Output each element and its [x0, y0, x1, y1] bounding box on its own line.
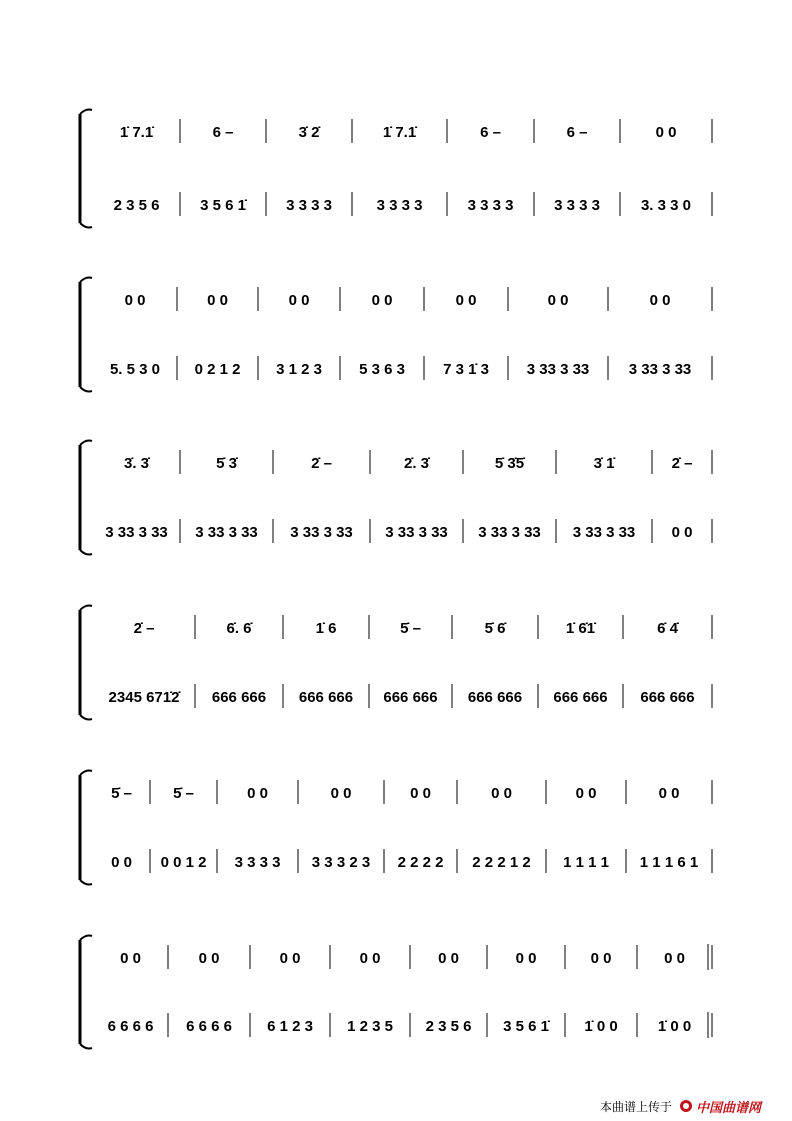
measure-top: 6̇ 4̇ — [657, 620, 678, 637]
measure-bottom: 6 6 6 6 — [107, 1018, 154, 1035]
measure-top: 0 0 — [655, 124, 677, 141]
measure-top: 0 0 — [279, 950, 301, 967]
measure-bottom: 0 0 — [111, 854, 132, 871]
measure-bottom: 6 1 2 3 — [267, 1018, 313, 1035]
measure-bottom: 2 2 2 2 — [397, 854, 444, 871]
measure-bottom: 3 3 3 3 — [554, 197, 600, 214]
measure-bottom: 2 2 2 1 2 — [472, 854, 531, 871]
measure-bottom: 3 3 3 2 3 — [311, 854, 371, 871]
measure-bottom: 0 0 1 2 — [160, 854, 207, 871]
measure-top: 1̇ 6̇1̇ — [565, 620, 596, 637]
measure-bottom: 666 666 — [298, 689, 354, 706]
measure-bottom: 1̇ 0 0 — [657, 1018, 692, 1035]
measure-top: 2̇. 3̇ — [403, 455, 430, 472]
measure-top: 5̇ 3̇5̇ — [494, 455, 525, 472]
measure-top: 1̇ 7.1̇ — [382, 124, 417, 141]
measure-bottom: 7 3 1̇ 3 — [443, 361, 489, 378]
measure-top: 0 0 — [658, 785, 680, 802]
measure-top: 0 0 — [207, 292, 228, 309]
measure-bottom: 3 33 3 33 — [385, 524, 448, 541]
measure-bottom: 3 3 3 3 — [286, 197, 332, 214]
bracket-top — [80, 606, 92, 611]
measure-top: 0 0 — [664, 950, 685, 967]
site-logo-icon — [680, 1100, 692, 1112]
bracket-bottom — [80, 550, 92, 555]
measure-bottom: 3 5 6 1̇ — [200, 197, 246, 214]
measure-top: 0 0 — [649, 292, 671, 309]
measure-bottom: 6 6 6 6 — [186, 1018, 232, 1035]
measure-bottom: 2345 671̇2̇ — [108, 689, 180, 706]
measure-top: 0 0 — [198, 950, 220, 967]
measure-bottom: 3 33 3 33 — [572, 524, 636, 541]
measure-top: 0 0 — [455, 292, 477, 309]
measure-top: 0 0 — [288, 292, 310, 309]
measure-bottom: 2 3 5 6 — [113, 197, 160, 214]
measure-top: 0 0 — [330, 785, 352, 802]
measure-top: 0 0 — [124, 292, 146, 309]
measure-top: 5̇ 6̇ — [484, 620, 506, 637]
measure-top: 5̇ – — [111, 785, 132, 802]
measure-top: 0 0 — [410, 785, 431, 802]
measure-top: 0 0 — [359, 950, 381, 967]
measure-bottom: 5 3 6 3 — [359, 361, 405, 378]
measure-top: 0 0 — [515, 950, 537, 967]
measure-bottom: 3 33 3 33 — [105, 524, 168, 541]
measure-top: 6 – — [480, 124, 501, 141]
bracket-bottom — [80, 223, 92, 228]
measure-top: 0 0 — [438, 950, 459, 967]
bracket-bottom — [80, 715, 92, 720]
measure-top: 0 0 — [590, 950, 612, 967]
measure-top: 5̇ – — [400, 620, 421, 637]
bracket-top — [80, 278, 92, 283]
measure-bottom: 666 666 — [553, 689, 608, 706]
measure-top: 6 – — [566, 124, 588, 141]
upload-credit: 本曲谱上传于 — [600, 1099, 673, 1114]
measure-top: 3̇ 2̇ — [298, 124, 320, 141]
bracket-top — [80, 441, 92, 446]
measure-top: 1̇ 6 — [315, 620, 337, 637]
measure-bottom: 666 666 — [467, 689, 523, 706]
measure-top: 0 0 — [247, 785, 268, 802]
measure-top: 6 – — [212, 124, 234, 141]
measure-bottom: 666 666 — [640, 689, 695, 706]
bracket-bottom — [80, 387, 92, 392]
measure-bottom: 3 5 6 1̇ — [503, 1018, 549, 1035]
measure-bottom: 5. 5 3 0 — [109, 361, 161, 378]
measure-bottom: 3 3 3 3 — [467, 197, 514, 214]
measure-bottom: 3 33 3 33 — [290, 524, 353, 541]
bracket-top — [80, 110, 92, 115]
footer — [600, 1096, 761, 1116]
measure-bottom: 3 33 3 33 — [526, 361, 590, 378]
measure-bottom: 1 2 3 5 — [347, 1018, 393, 1035]
measure-bottom: 1̇ 0 0 — [584, 1018, 618, 1035]
measure-bottom: 666 666 — [383, 689, 438, 706]
measure-top: 0 0 — [575, 785, 597, 802]
measure-top: 2̇ – — [133, 620, 155, 637]
measure-top: 3̇ 1̇ — [593, 455, 615, 472]
bracket-top — [80, 771, 92, 776]
measure-top: 2̇ – — [311, 455, 332, 472]
bracket-bottom — [80, 880, 92, 885]
measure-top: 2̇ – — [671, 455, 693, 472]
measure-top: 0 0 — [371, 292, 393, 309]
measure-bottom: 3. 3 3 0 — [640, 197, 692, 214]
measure-bottom: 3 33 3 33 — [628, 361, 692, 378]
measure-bottom: 3 33 3 33 — [195, 524, 258, 541]
measure-bottom: 1 1 1 6 1 — [639, 854, 699, 871]
measure-top: 0 0 — [491, 785, 512, 802]
measure-bottom: 1 1 1 1 — [563, 854, 609, 871]
measure-top: 1̇ 7.1̇ — [119, 124, 154, 141]
measure-bottom: 3 1 2 3 — [276, 361, 322, 378]
site-name[interactable]: 中国曲谱网 — [696, 1100, 762, 1116]
measure-top: 5̇ 3̇ — [216, 455, 237, 472]
measure-bottom: 3 33 3 33 — [478, 524, 541, 541]
measure-top: 3̇. 3̇ — [123, 455, 150, 472]
bracket-bottom — [80, 1044, 92, 1049]
measure-bottom: 3 3 3 3 — [234, 854, 281, 871]
measure-bottom: 0 2 1 2 — [194, 361, 241, 378]
measure-bottom: 2 3 5 6 — [425, 1018, 472, 1035]
measure-bottom: 666 666 — [211, 689, 267, 706]
measure-bottom: 3 3 3 3 — [376, 197, 423, 214]
measure-top: 5̇ – — [173, 785, 194, 802]
measure-top: 0 0 — [120, 950, 141, 967]
bracket-top — [80, 936, 92, 941]
measure-top: 0 0 — [547, 292, 569, 309]
measure-bottom: 0 0 — [671, 524, 693, 541]
measure-top: 6̇. 6̇ — [226, 620, 252, 637]
